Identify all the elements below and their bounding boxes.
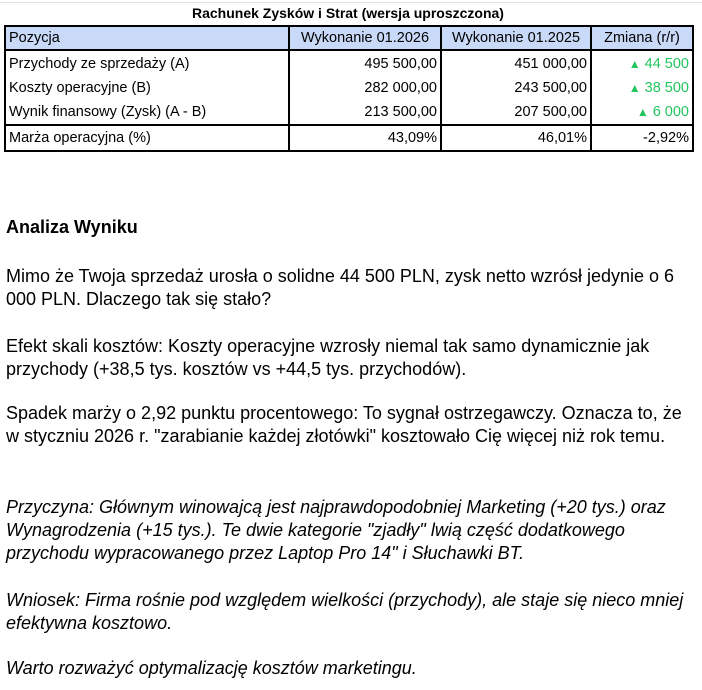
cell-value-2025[interactable]: 451 000,00 <box>441 50 591 76</box>
cell-label[interactable]: Wynik finansowy (Zysk) (A - B) <box>5 100 289 125</box>
change-value: 6 000 <box>652 103 689 120</box>
pnl-table <box>4 25 694 152</box>
cell-value-2025[interactable]: 46,01% <box>441 125 591 151</box>
analysis-paragraph-cause[interactable]: Przyczyna: Głównym winowajcą jest najprawdopodobniej Marketing (+20 tys.) oraz Wynagrodzenia (+15 tys.). Te dwie kategorie "zjadły" lwią część dodatkowego przychodu wypracowanego przez Laptop Pro 14" i Słuchawki BT. <box>6 497 666 563</box>
cell-change[interactable] <box>591 76 693 100</box>
analysis-paragraph-recommendation[interactable]: Warto rozważyć optymalizację kosztów marketingu. <box>6 658 417 678</box>
analysis-section <box>6 213 696 678</box>
cell-change[interactable] <box>591 100 693 125</box>
header-cell-2026[interactable]: Wykonanie 01.2026 <box>289 26 441 50</box>
up-arrow-icon: ▲ <box>628 56 641 71</box>
cell-value-2026[interactable]: 282 000,00 <box>289 76 441 100</box>
cell-value-2026[interactable]: 43,09% <box>289 125 441 151</box>
table-row-profit <box>5 100 693 125</box>
change-value: 44 500 <box>644 55 689 72</box>
cell-value-2026[interactable]: 495 500,00 <box>289 50 441 76</box>
table-header-row <box>5 26 693 50</box>
analysis-paragraph-cost-scale[interactable]: Efekt skali kosztów: Koszty operacyjne wzrosły niemal tak samo dynamicznie jak przychody (+38,5 tys. kosztów vs +44,5 tys. przychodów). <box>6 336 650 379</box>
analysis-paragraph-margin-drop[interactable]: Spadek marży o 2,92 punktu procentowego: To sygnał ostrzegawczy. Oznacza to, że w styczniu 2026 r. "zarabianie każdej złotówki" kosztowało Cię więcej niż rok temu. <box>6 403 682 446</box>
header-cell-change[interactable]: Zmiana (r/r) <box>591 26 693 50</box>
table-row-revenue <box>5 50 693 76</box>
cell-label[interactable]: Marża operacyjna (%) <box>5 125 289 151</box>
cell-value-2025[interactable]: 207 500,00 <box>441 100 591 125</box>
header-cell-2025[interactable]: Wykonanie 01.2025 <box>441 26 591 50</box>
cell-value-2026[interactable]: 213 500,00 <box>289 100 441 125</box>
analysis-paragraph-summary[interactable]: Mimo że Twoja sprzedaż urosła o solidne 44 500 PLN, zysk netto wzrósł jedynie o 6 000 PLN. Dlaczego tak się stało? <box>6 266 675 309</box>
cell-value-2025[interactable]: 243 500,00 <box>441 76 591 100</box>
table-row-costs <box>5 76 693 100</box>
table-row-margin <box>5 125 693 151</box>
cell-label[interactable]: Koszty operacyjne (B) <box>5 76 289 100</box>
cell-label[interactable]: Przychody ze sprzedaży (A) <box>5 50 289 76</box>
header-cell-position[interactable]: Pozycja <box>5 26 289 50</box>
analysis-paragraph-conclusion[interactable]: Wniosek: Firma rośnie pod względem wielkości (przychody), ale staje się nieco mniej efektywna kosztowo. <box>6 590 684 633</box>
change-value: 38 500 <box>644 79 689 96</box>
analysis-heading[interactable]: Analiza Wyniku <box>6 217 138 237</box>
cell-change[interactable]: -2,92% <box>591 125 693 151</box>
report-title[interactable]: Rachunek Zysków i Strat (wersja uproszczona) <box>192 5 504 21</box>
cell-change[interactable] <box>591 50 693 76</box>
up-arrow-icon: ▲ <box>628 80 641 95</box>
up-arrow-icon: ▲ <box>636 104 649 119</box>
